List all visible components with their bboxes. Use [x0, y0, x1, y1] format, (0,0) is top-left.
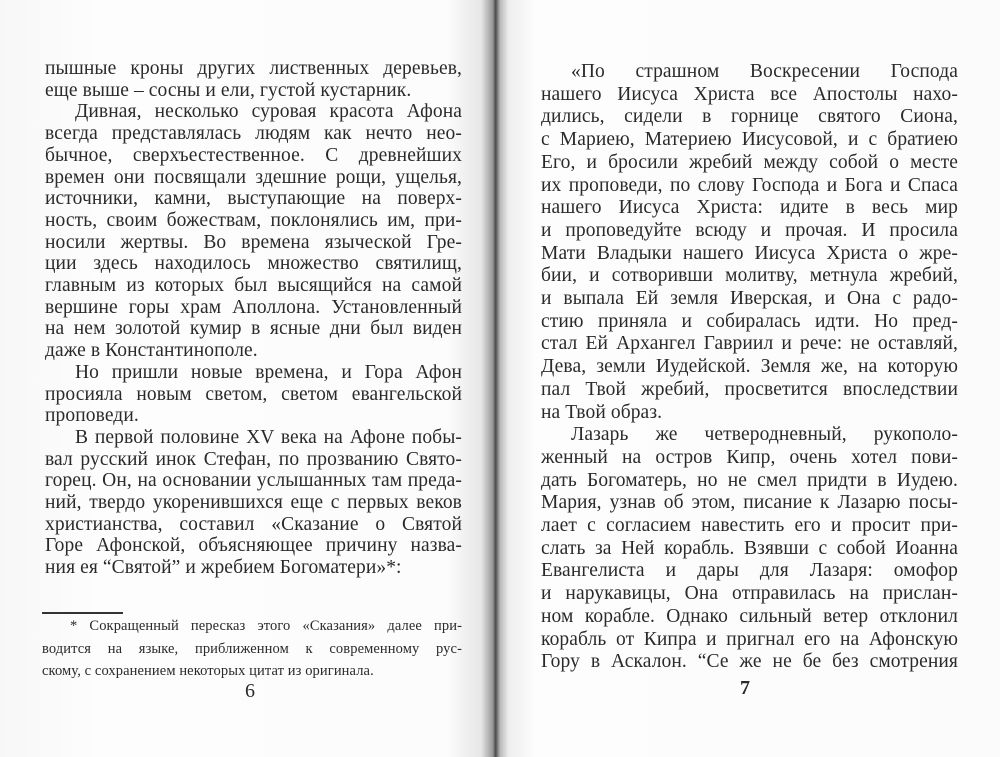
text-line: ния ея “Святой” и жребием Богоматери»*: [45, 557, 402, 579]
text-line: ний, твердо укоренившихся еще с первых веков [45, 492, 462, 513]
text-line: и нарукавицы, Она отправилась на прислан- [541, 583, 958, 605]
text-line: «По страшном Воскресении Господа [571, 61, 958, 82]
text-line: и проповедуйте всюду и прочая. И просила [541, 219, 958, 241]
text-line: бии, и сотворивши молитву, метнула жребий, [541, 265, 958, 287]
text-line: Евангелиста и дары для Лазаря: омофор [541, 560, 958, 582]
text-line: нашего Иисуса Христа все Апостолы нахо- [541, 83, 958, 105]
text-line: ции здесь находилось множество святилищ, [45, 253, 462, 275]
text-line: пышные кроны других лиственных деревьев, [45, 58, 462, 79]
text-line: ном корабле. Однако сильный ветер отклонил [541, 605, 958, 627]
text-line: с Мариею, Материею Иисусовой, и с братиею [541, 129, 958, 151]
text-line: Дева, земли Иудейской. Земля же, на которую [541, 356, 958, 378]
text-line: корабль от Кипра и пригнал его на Афонскую [541, 628, 958, 650]
text-line: пал Твой жребий, просветится впоследствии [541, 378, 958, 400]
text-line: скому, с сохранением некоторых цитат из оригинала. [42, 663, 374, 679]
text-line: христианства, составил «Сказание о Святой [45, 513, 462, 535]
text-line: Мати Владыки нашего Иисуса Христа о жре- [541, 242, 958, 264]
page-number-right: 7 [740, 677, 750, 699]
text-line: Горе Афонской, объясняющее причину назва- [45, 535, 462, 557]
text-line: водится на языке, приближенном к современному рус- [42, 640, 462, 657]
text-line: еще выше – сосны и ели, густой кустарник. [45, 79, 412, 101]
text-line: Дивная, несколько суровая красота Афона [75, 101, 462, 123]
text-line: Его, и бросили жребий между собой о месте [541, 151, 958, 173]
text-line: просияла новым светом, светом евангельской [45, 383, 462, 405]
text-line: дать Богоматерь, но не смел придти в Иудею. [541, 469, 958, 491]
text-line: на Твой образ. [541, 401, 663, 423]
text-line: на нем золотой кумир в ясные дни был виден [45, 318, 462, 340]
text-line: бычное, сверхъестественное. С древнейших [45, 144, 462, 166]
text-line: лает с согласием навестить его и просит при- [541, 515, 958, 536]
text-line: носили жертвы. Во времена языческой Гре- [45, 231, 462, 253]
text-line: Мария, узнав об этом, писание к Лазарю посы- [541, 492, 958, 514]
text-line: источники, камни, выступающие на поверх- [45, 188, 462, 210]
text-line: даже в Константинополе. [45, 340, 258, 362]
text-line: всегда представлялась людям как нечто нео- [45, 123, 462, 145]
text-line: Гору в Аскалон. “Се же не бе без смотрения [541, 651, 958, 673]
text-line: и выпала Ей земля Иверская, и Она с радо- [541, 288, 958, 309]
text-line: проповеди. [45, 405, 139, 427]
text-line: стию приняла и собиралась идти. Но пред- [541, 310, 958, 332]
text-line: слать за Ней корабль. Взявши с собой Иоанна [541, 537, 958, 559]
text-line: дились, сидели в горнице святого Сиона, [541, 106, 958, 128]
page-number-left: 6 [245, 680, 255, 702]
text-line: главным из которых был высящийся на самой [45, 275, 462, 296]
left-page [0, 0, 496, 757]
text-line: их проповеди, по слову Господа и Бога и Спаса [541, 174, 958, 196]
text-line: времен они посвящали здешние рощи, ущелья, [45, 166, 462, 188]
text-line: женный на остров Кипр, очень хотел пови- [541, 446, 958, 468]
text-line: ность, своим божествам, поклонялись им, при- [45, 209, 462, 231]
text-line: горец. Он, на основании услышанных там преда- [45, 470, 462, 492]
text-line: * Сокращенный пересказ этого «Сказания» далее при- [70, 618, 462, 634]
text-line: Лазарь же четверодневный, рукополо- [571, 424, 958, 446]
right-page [496, 0, 1000, 757]
text-line: вершине горы храм Аполлона. Установленный [45, 296, 462, 318]
footnote-divider [42, 612, 123, 614]
text-line: В первой половине XV века на Афоне побы- [75, 426, 462, 448]
text-line: нашего Иисуса Христа: идите в весь мир [541, 197, 958, 219]
text-line: вал русский инок Стефан, по прозванию Свято- [45, 448, 462, 470]
text-line: Но пришли новые времена, и Гора Афон [75, 361, 462, 383]
text-line: стал Ей Архангел Гавриил и рече: не оставляй, [541, 333, 958, 355]
